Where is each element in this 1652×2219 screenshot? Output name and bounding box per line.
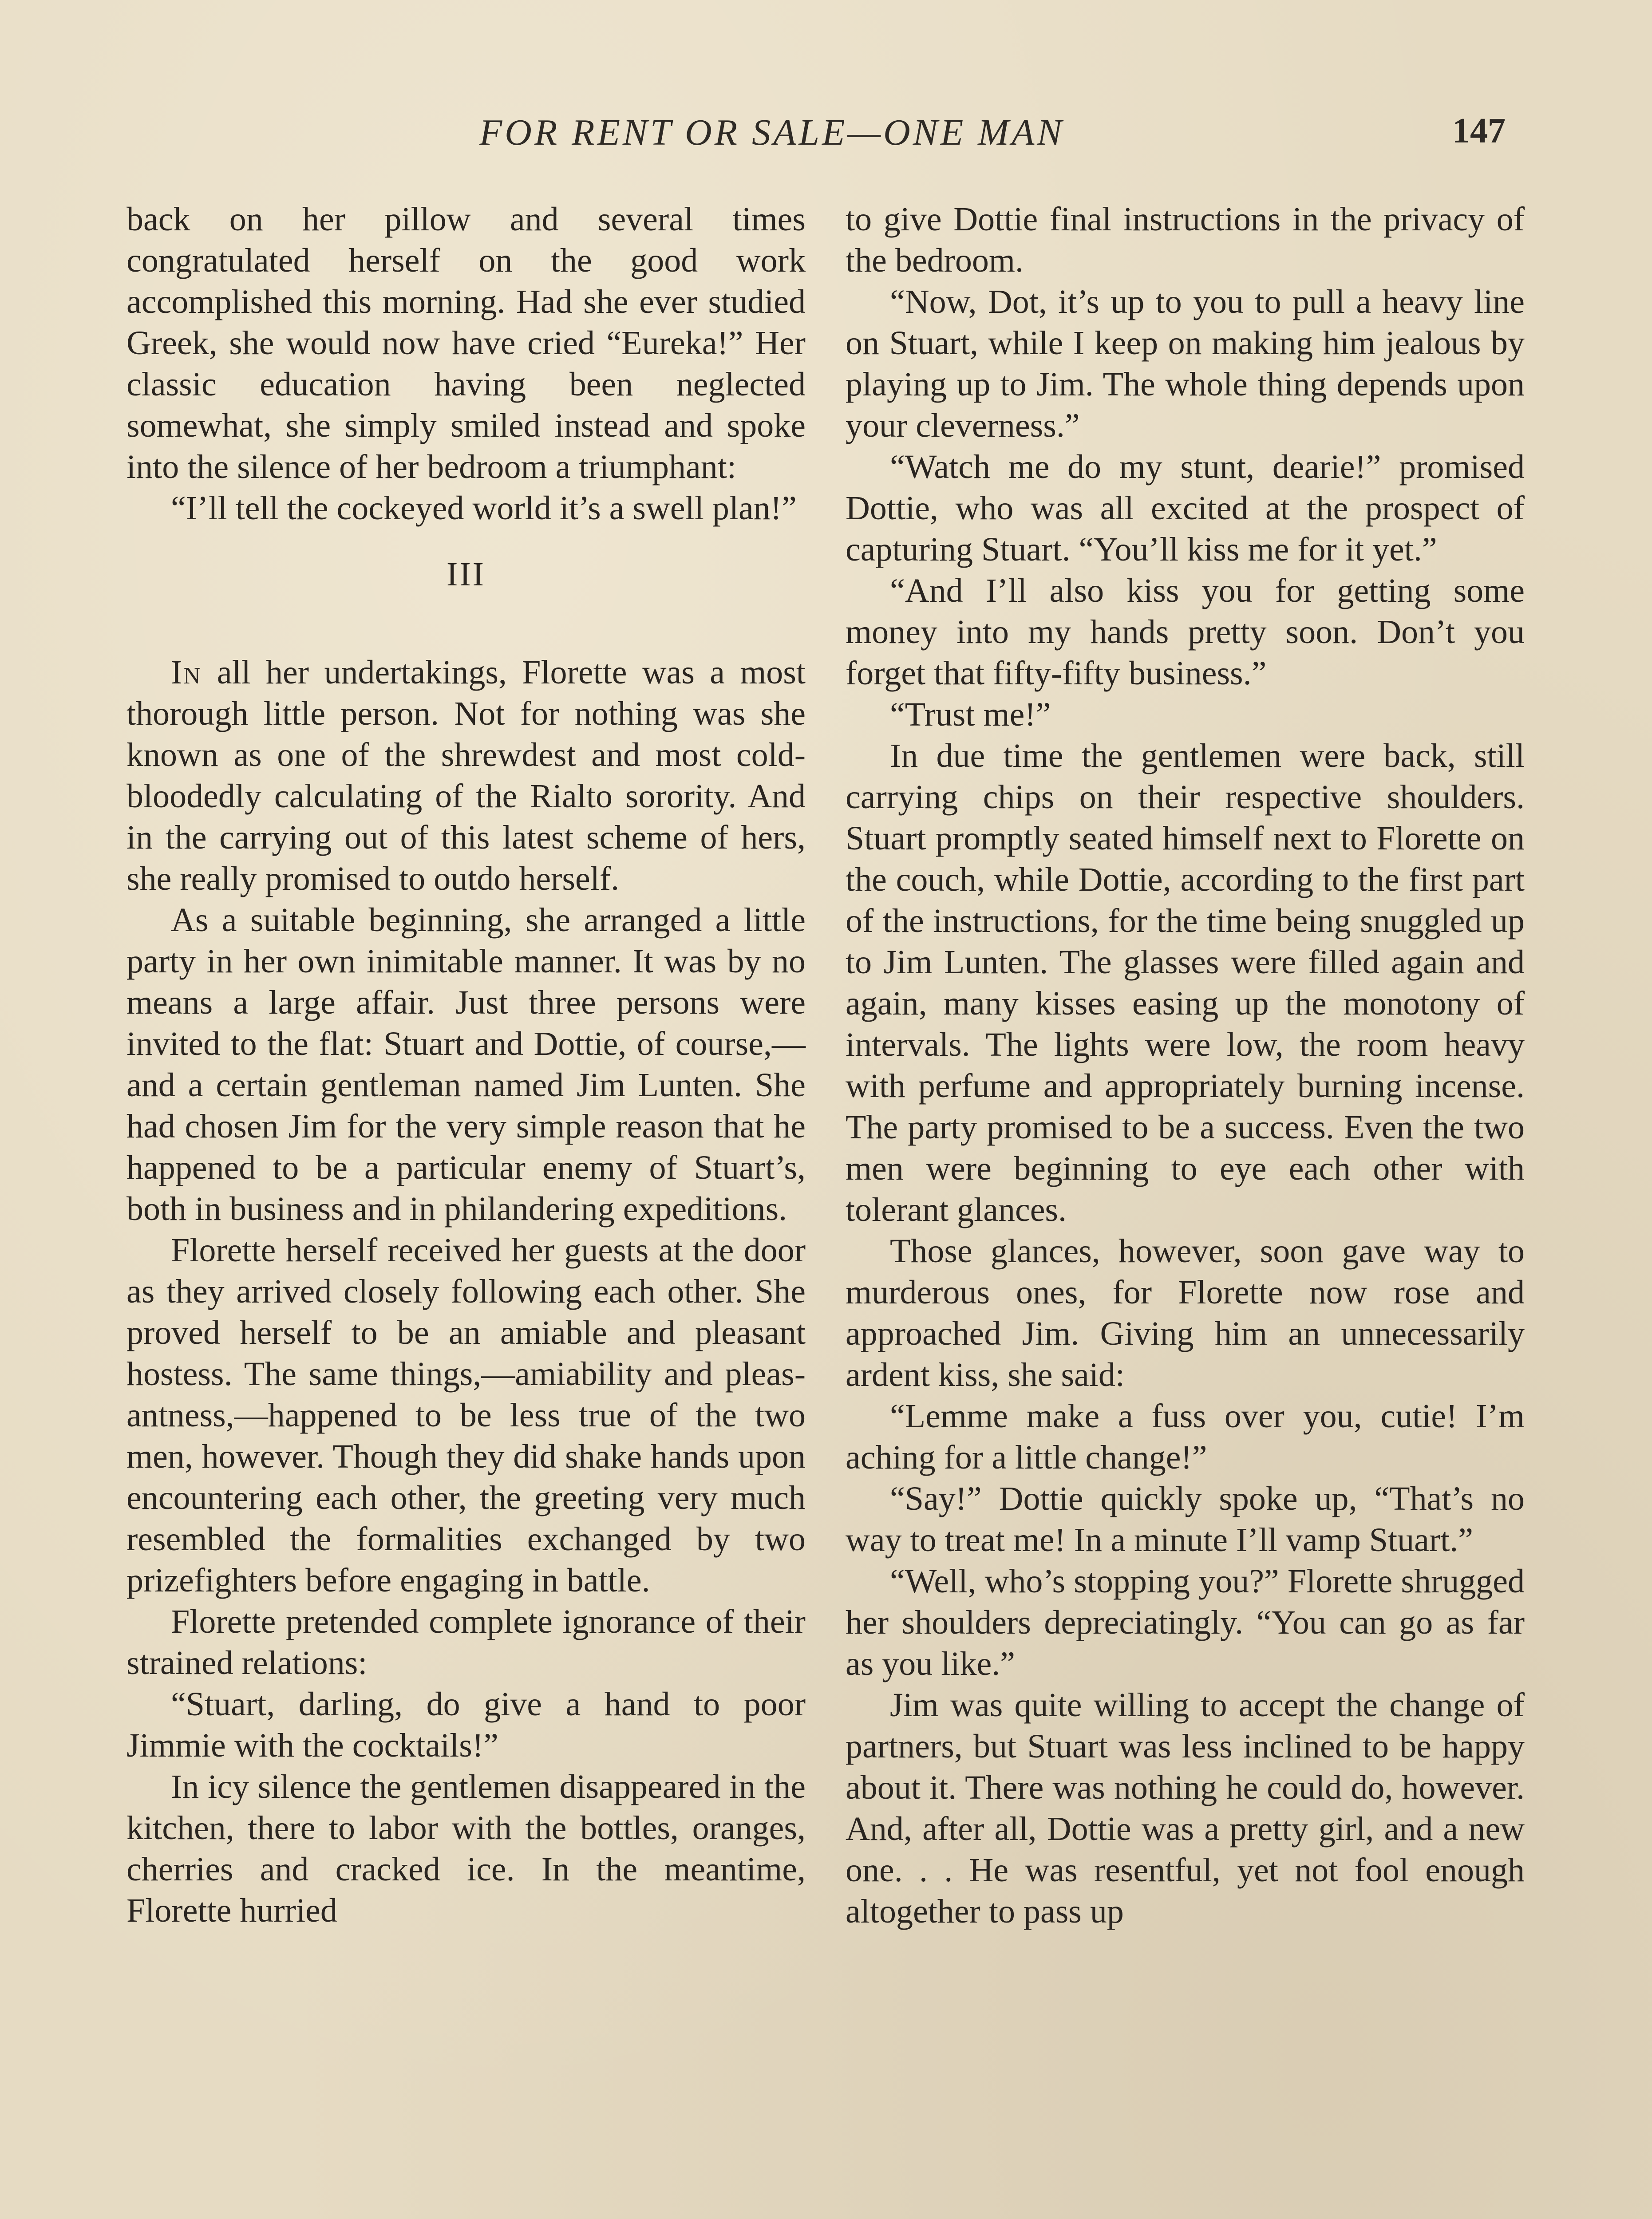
paragraph: to give Dottie final instructions in the privacy of the bedroom. [846,201,1525,279]
paragraph: “I’ll tell the cockeyed world it’s a swell plan!” [171,490,797,527]
paragraph: In icy silence the gentlemen disappeared in the kitchen, there to labor with the bottles, oranges, cherries and cracked ice. In the meantime, Florette hurried [126,1768,806,1929]
paragraph: As a suitable beginning, she arranged a little party in her own inimitable manner. It was by no means a large affair. Just three persons were invited to the flat: Stuart and Dottie, of course,—and a certain gentleman named Jim Lunten. She had chosen Jim for the very simple reason that he happened to be a particular enemy of Stuart’s, both in business and in philandering expeditions. [126,901,806,1228]
paragraph: “And I’ll also kiss you for getting some money into my hands pretty soon. Don’t you forget that fifty-fifty business.” [846,572,1525,692]
paragraph: Florette pretended complete ignorance of their strained relations: [126,1603,806,1682]
paragraph: Jim was quite willing to accept the change of partners, but Stuart was less inclined to be happy about it. There was nothing he could do, however. And, after all, Dottie was a pretty girl, and a new one. . . He was resentful, yet not fool enough altogether to pass up [846,1686,1525,1930]
paragraph: “Well, who’s stopping you?” Florette shrugged her shoulders depreciatingly. “You can go as far as you like.” [846,1563,1525,1682]
right-column [846,199,1525,1932]
paragraph: “Lemme make a fuss over you, cutie! I’m aching for a little change!” [846,1398,1525,1476]
paragraph: “Say!” Dottie quickly spoke up, “That’s no way to treat me! In a minute I’ll vamp Stuart.” [846,1480,1525,1559]
section-heading: III [447,556,486,593]
left-column [126,199,806,1931]
lead-word: In [171,654,202,691]
page-number: 147 [1452,111,1506,150]
paragraph: “Trust me!” [890,696,1051,733]
paragraph: “Stuart, darling, do give a hand to poor Jimmie with the cocktails!” [126,1686,806,1764]
paragraph: “Watch me do my stunt, dearie!” promised Dottie, who was all excited at the prospect of capturing Stuart. “You’ll kiss me for it yet.” [846,448,1525,568]
running-title: FOR RENT OR SALE—ONE MAN [479,112,1065,153]
paragraph: “Now, Dot, it’s up to you to pull a heavy line on Stuart, while I keep on making him jealous by playing up to Jim. The whole thing depends upon your cleverness.” [846,283,1525,444]
paragraph: In due time the gentlemen were back, still carrying chips on their respective shoulders. Stuart promptly seated himself next to Florette on the couch, while Dottie, according to the first part of the instructions, for the time being snuggled up to Jim Lunten. The glasses were filled again and again, many kisses easing up the monotony of intervals. The lights were low, the room heavy with perfume and appropriately burning incense. The party promised to be a success. Even the two men were beginning to eye each other with tolerant glances. [846,737,1525,1228]
paragraph: Those glances, however, soon gave way to murderous ones, for Florette now rose and approached Jim. Giving him an unnecessarily ardent kiss, she said: [846,1232,1525,1394]
paragraph [126,652,806,900]
paragraph-text: all her undertakings, Florette was a most thorough little person. Not for nothing was she known as one of the shrewdest and most cold-bloodedly calculating of the Rialto sorority. And in the carrying out of this latest scheme of hers, she really promised to outdo herself. [126,654,806,897]
paragraph: Florette herself received her guests at the door as they arrived closely following each other. She proved herself to be an amiable and pleasant hostess. The same things,—amiability and pleasantness,—happened to be less true of the two men, however. Though they did shake hands upon encountering each other, the greeting very much resembled the formalities exchanged by two prizefighters before engaging in battle. [126,1232,806,1599]
paragraph: back on her pillow and several times congratulated herself on the good work accomplished this morning. Had she ever studied Greek, she would now have cried “Eureka!” Her classic education having been neglected somewhat, she simply smiled instead and spoke into the silence of her bedroom a triumphant: [126,201,806,486]
